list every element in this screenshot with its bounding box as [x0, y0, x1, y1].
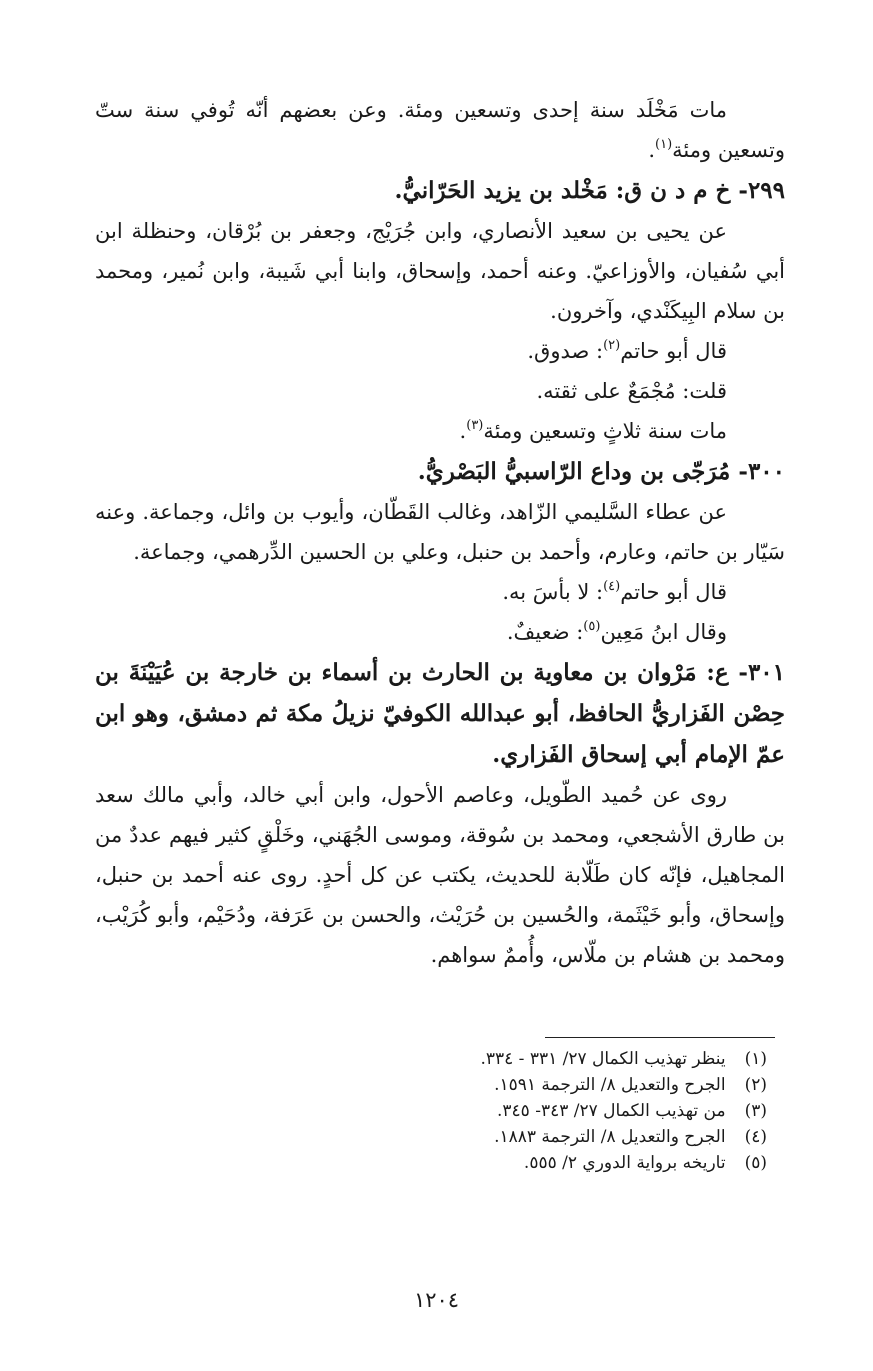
footnote-text: الجرح والتعديل ٨/ الترجمة ١٨٨٣. — [494, 1127, 726, 1147]
footnote-ref-4[interactable]: (٤) — [603, 579, 621, 594]
paragraph-11: روى عن حُميد الطّويل، وعاصم الأحول، وابن أبي خالد، وأبي مالك سعد بن طارق الأشجعي، ومحمد بن سُوقة، وموسى الجُهَني، وخَلْقٍ كثير فيهم عددٌ من المجاهيل، فإنّه كان طَلّابة للحديث، يكتب عن كل أحدٍ. روى عنه أحمد بن حنبل، وإسحاق، وأبو خَيْثَمة، والحُسين بن حُرَيْث، والحسن بن عَرَفة، ودُحَيْم، وأبو كُرَيْب، ومحمد بن هشام بن ملّاس، وأُممٌ سواهم. — [95, 783, 785, 967]
paragraph-7: عن عطاء السَّليمي الزّاهد، وغالب القَطّان، وأيوب بن وائل، وجماعة. وعنه سَيّار بن حاتم، وعارم، وأحمد بن حنبل، وعلي بن الحسين الدِّرهمي، وجماعة. — [95, 500, 785, 564]
footnote-text: تاريخه برواية الدوري ٢/ ٥٥٥. — [523, 1153, 726, 1173]
footnote-number: (٥) — [744, 1153, 767, 1173]
paragraph-8: قال أبو حاتم$^{(٤)}$: لا بأسَ به. — [502, 579, 727, 604]
paragraph-0: مات مَخْلَد سنة إحدى وتسعين ومئة. وعن بعضهم أنّه تُوفي سنة ستّ وتسعين ومئة$^{(١)}$. — [95, 98, 785, 162]
footnote-number: (١) — [744, 1049, 767, 1069]
entry-heading-300: ٣٠٠- مُرَجّى بن وداع الرّاسبيُّ البَصْريُّ. — [417, 458, 785, 485]
footnote-2 — [95, 1072, 785, 1098]
footnote-number: (٢) — [744, 1075, 767, 1095]
footnote-text: من تهذيب الكمال ٢٧/ ٣٤٣- ٣٤٥. — [496, 1101, 726, 1121]
footnote-number: (٣) — [744, 1101, 767, 1121]
entry-heading-299: ٢٩٩- خ م د ن ق: مَخْلد بن يزيد الحَرّانيُّ. — [394, 177, 785, 204]
footnote-ref-5[interactable]: (٥) — [583, 619, 601, 634]
page-body — [95, 90, 785, 975]
footnote-text: ينظر تهذيب الكمال ٢٧/ ٣٣١ - ٣٣٤. — [480, 1049, 726, 1069]
footnote-3 — [95, 1098, 785, 1124]
paragraph-2: عن يحيى بن سعيد الأنصاري، وابن جُرَيْج، وجعفر بن بُرْقان، وحنظلة ابن أبي سُفيان، والأوزاعيّ. وعنه أحمد، وإسحاق، وابنا أبي شَيبة، وابن نُمير، ومحمد بن سلام البِيكَنْدي، وآخرون. — [95, 219, 785, 323]
footnote-text: الجرح والتعديل ٨/ الترجمة ١٥٩١. — [494, 1075, 726, 1095]
paragraph-5: مات سنة ثلاثٍ وتسعين ومئة$^{(٣)}$. — [459, 418, 727, 443]
entry-heading-301: ٣٠١- ع: مَرْوان بن معاوية بن الحارث بن أسماء بن خارجة بن عُيَيْنَةَ بن حِصْن الفَزاريُّ الحافظ، أبو عبدالله الكوفيّ نزيلُ مكة ثم دمشق، وهو ابن عمّ الإمام أبي إسحاق الفَزاري. — [95, 659, 785, 768]
footnote-ref-1[interactable]: (١) — [655, 137, 673, 152]
footnote-1 — [95, 1046, 785, 1072]
paragraph-9: وقال ابنُ مَعِين$^{(٥)}$: ضعيفٌ. — [506, 619, 727, 644]
footnote-ref-2[interactable]: (٢) — [603, 338, 621, 353]
paragraph-3: قال أبو حاتم$^{(٢)}$: صدوق. — [527, 338, 727, 363]
footnote-4 — [95, 1124, 785, 1150]
footnote-5 — [95, 1150, 785, 1176]
paragraph-4: قلت: مُجْمَعٌ على ثقته. — [536, 379, 727, 403]
footnotes — [95, 1046, 785, 1176]
footnote-number: (٤) — [744, 1127, 767, 1147]
footnote-ref-3[interactable]: (٣) — [466, 418, 484, 433]
footnote-divider — [545, 1037, 775, 1038]
page-number: ١٢٠٤ — [413, 1288, 460, 1312]
